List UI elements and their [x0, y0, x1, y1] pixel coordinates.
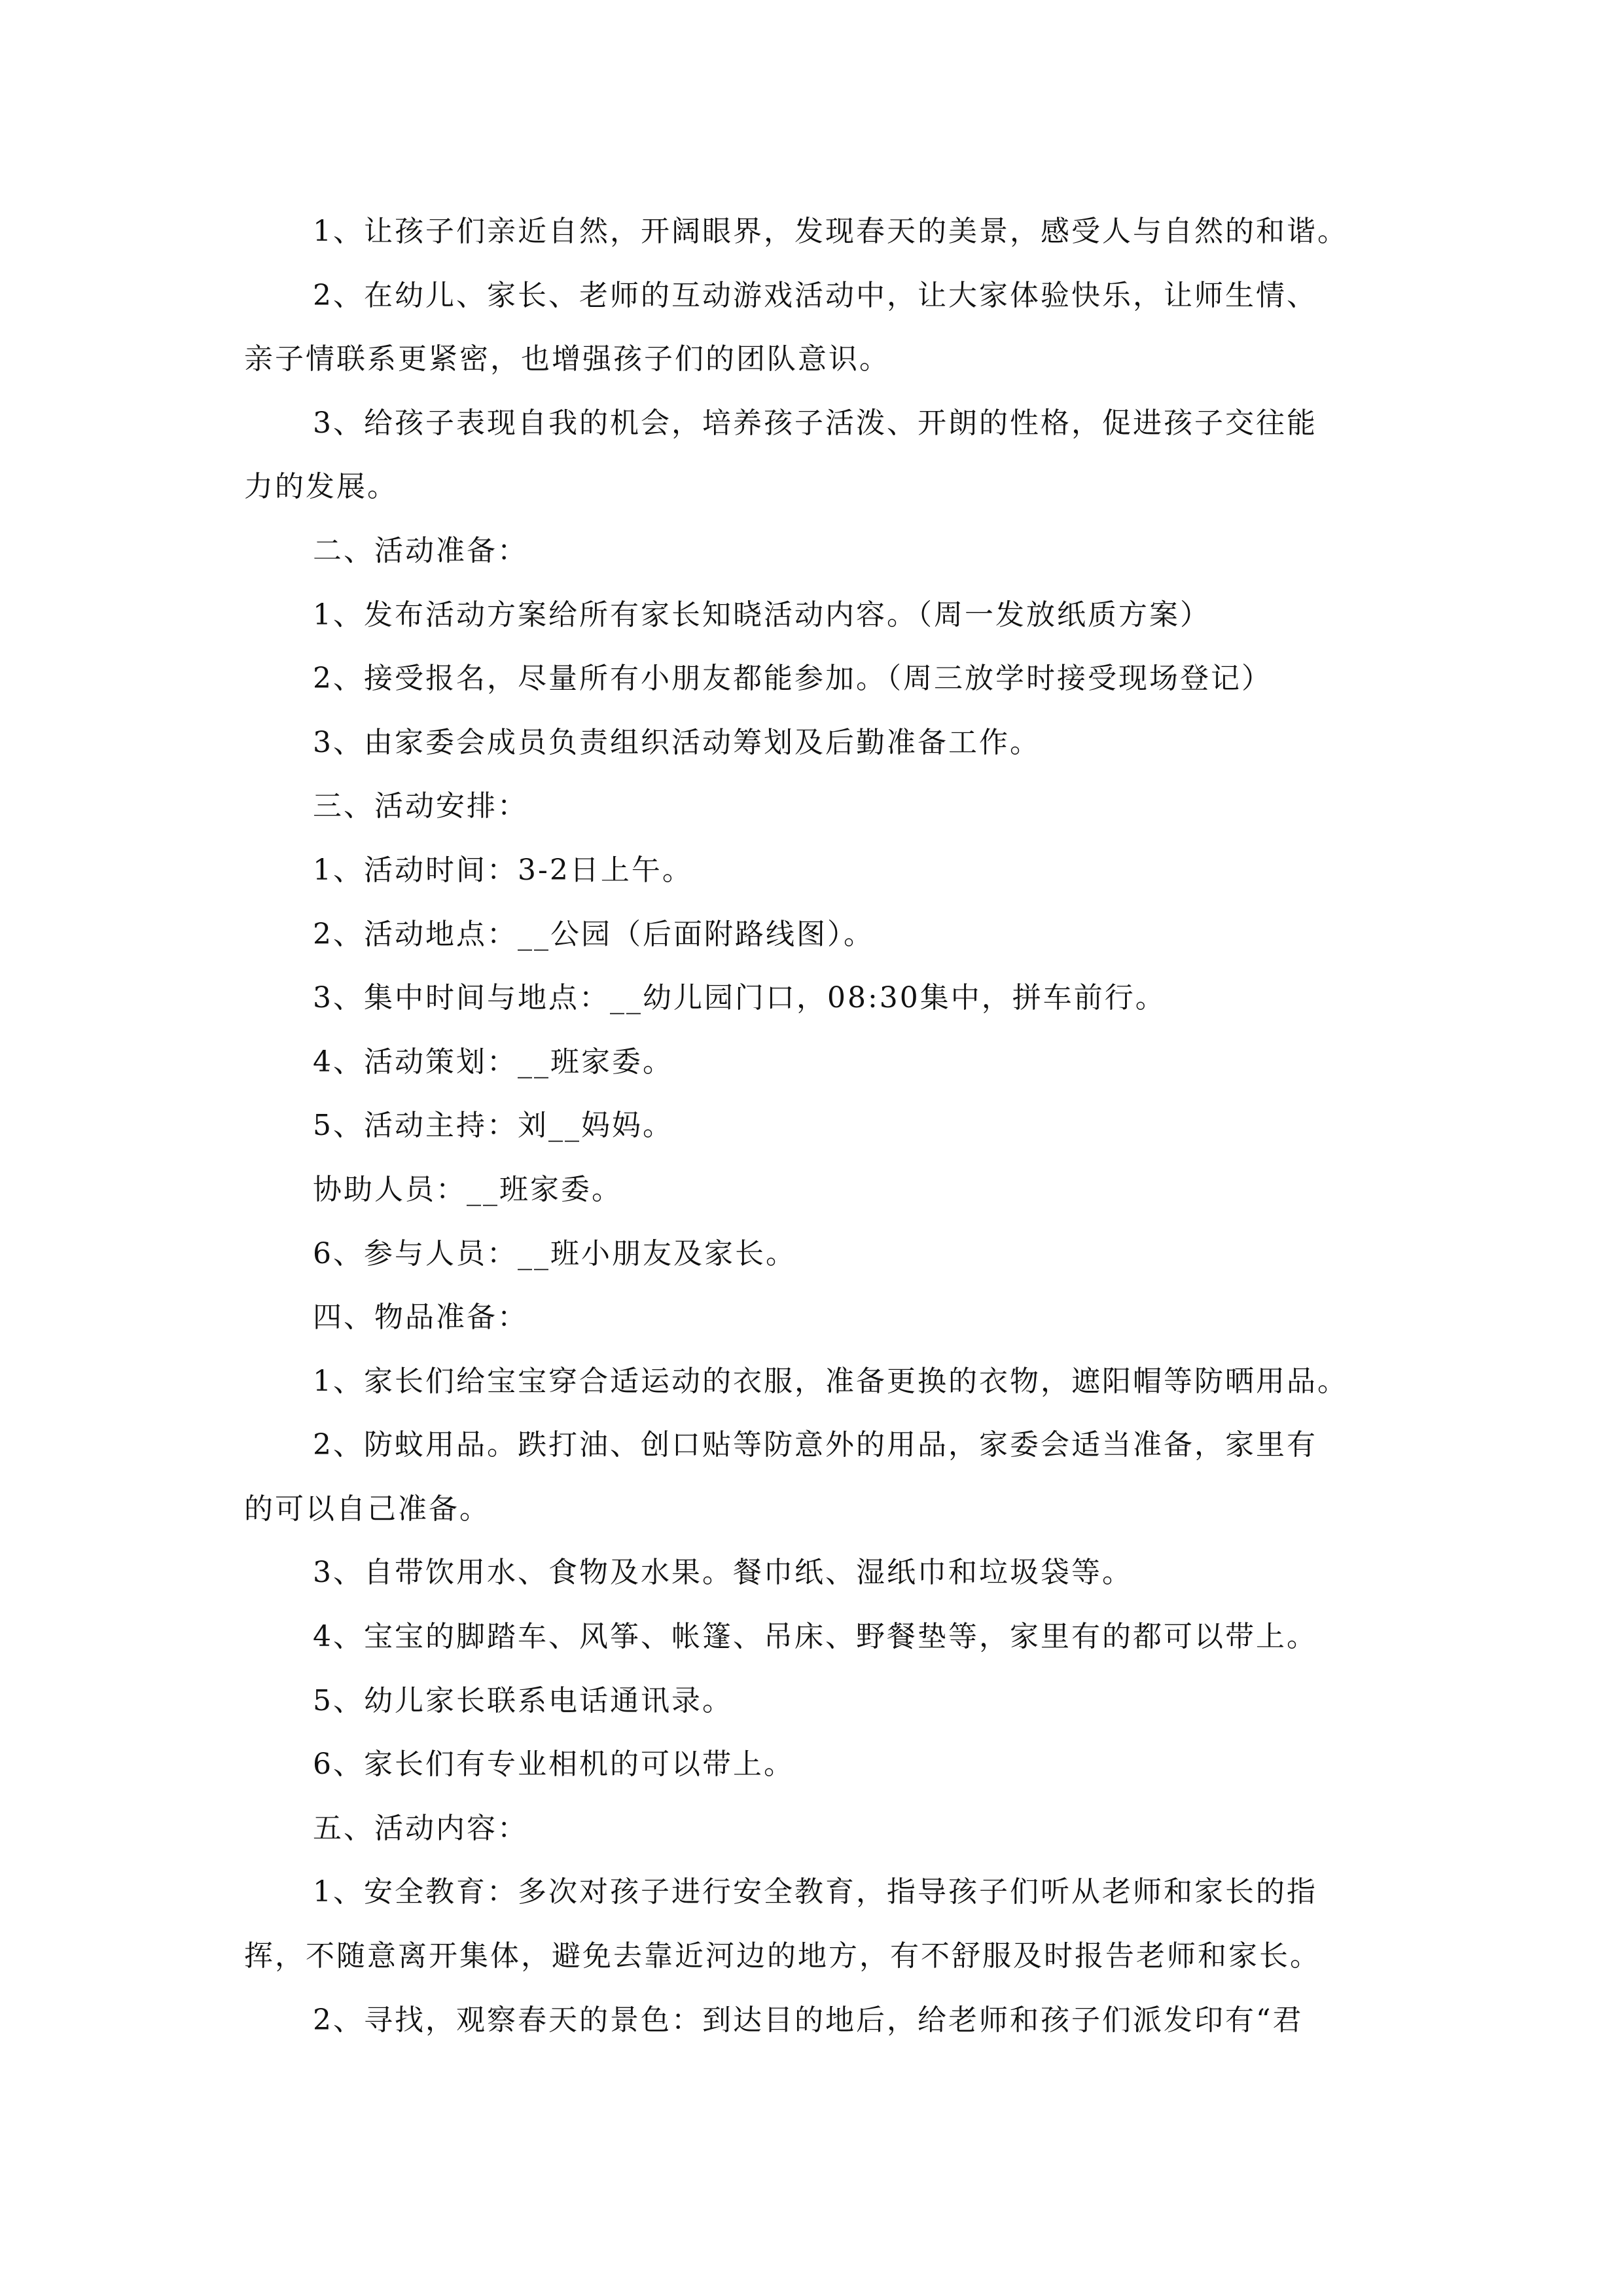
text-line: 2、寻找，观察春天的景色：到达目的地后，给老师和孩子们派发印有“君: [313, 2003, 1304, 2037]
text-line: 1、发布活动方案给所有家长知晓活动内容。（周一发放纸质方案）: [313, 598, 1211, 632]
text-line: 挥，不随意离开集体，避免去靠近河边的地方，有不舒服及时报告老师和家长。: [244, 1939, 1321, 1973]
text-line: 3、自带饮用水、食物及水果。餐巾纸、湿纸巾和垃圾袋等。: [313, 1556, 1133, 1590]
text-line: 亲子情联系更紧密，也增强孩子们的团队意识。: [244, 342, 890, 376]
text-line: 3、集中时间与地点：__幼儿园门口，08:30集中，拼车前行。: [313, 981, 1166, 1015]
text-line: 5、活动主持：刘__妈妈。: [313, 1109, 673, 1143]
text-line: 1、安全教育：多次对孩子进行安全教育，指导孩子们听从老师和家长的指: [313, 1875, 1317, 1909]
text-line: 2、接受报名，尽量所有小朋友都能参加。（周三放学时接受现场登记）: [313, 662, 1272, 696]
text-line: 1、家长们给宝宝穿合适运动的衣服，准备更换的衣物，遮阳帽等防晒用品。: [313, 1364, 1348, 1398]
text-line: 1、活动时间：3-2日上午。: [313, 853, 693, 887]
text-line: 4、活动策划：__班家委。: [313, 1045, 673, 1079]
text-line: 6、参与人员：__班小朋友及家长。: [313, 1236, 796, 1270]
text-line: 协助人员：__班家委。: [313, 1172, 622, 1206]
text-line: 5、幼儿家长联系电话通讯录。: [313, 1683, 733, 1717]
text-line: 的可以自己准备。: [244, 1492, 490, 1526]
text-line: 4、宝宝的脚踏车、风筝、帐篷、吊床、野餐垫等，家里有的都可以带上。: [313, 1620, 1317, 1654]
text-line: 6、家长们有专业相机的可以带上。: [313, 1748, 794, 1782]
section-heading: 五、活动内容：: [313, 1811, 528, 1845]
text-line: 3、由家委会成员负责组织活动筹划及后勤准备工作。: [313, 725, 1041, 759]
text-line: 3、给孩子表现自我的机会，培养孩子活泼、开朗的性格，促进孩子交往能: [313, 406, 1317, 440]
text-line: 1、让孩子们亲近自然，开阔眼界，发现春天的美景，感受人与自然的和谐。: [313, 215, 1348, 248]
section-heading: 二、活动准备：: [313, 533, 528, 567]
text-line: 2、防蚊用品。跌打油、创口贴等防意外的用品，家委会适当准备，家里有: [313, 1428, 1317, 1462]
document-body: [244, 200, 1383, 2052]
section-heading: 三、活动安排：: [313, 789, 528, 823]
text-line: 力的发展。: [244, 470, 398, 504]
text-line: 2、在幼儿、家长、老师的互动游戏活动中，让大家体验快乐，让师生情、: [313, 278, 1317, 312]
text-line: 2、活动地点：__公园（后面附路线图）。: [313, 917, 874, 951]
section-heading: 四、物品准备：: [313, 1300, 528, 1335]
